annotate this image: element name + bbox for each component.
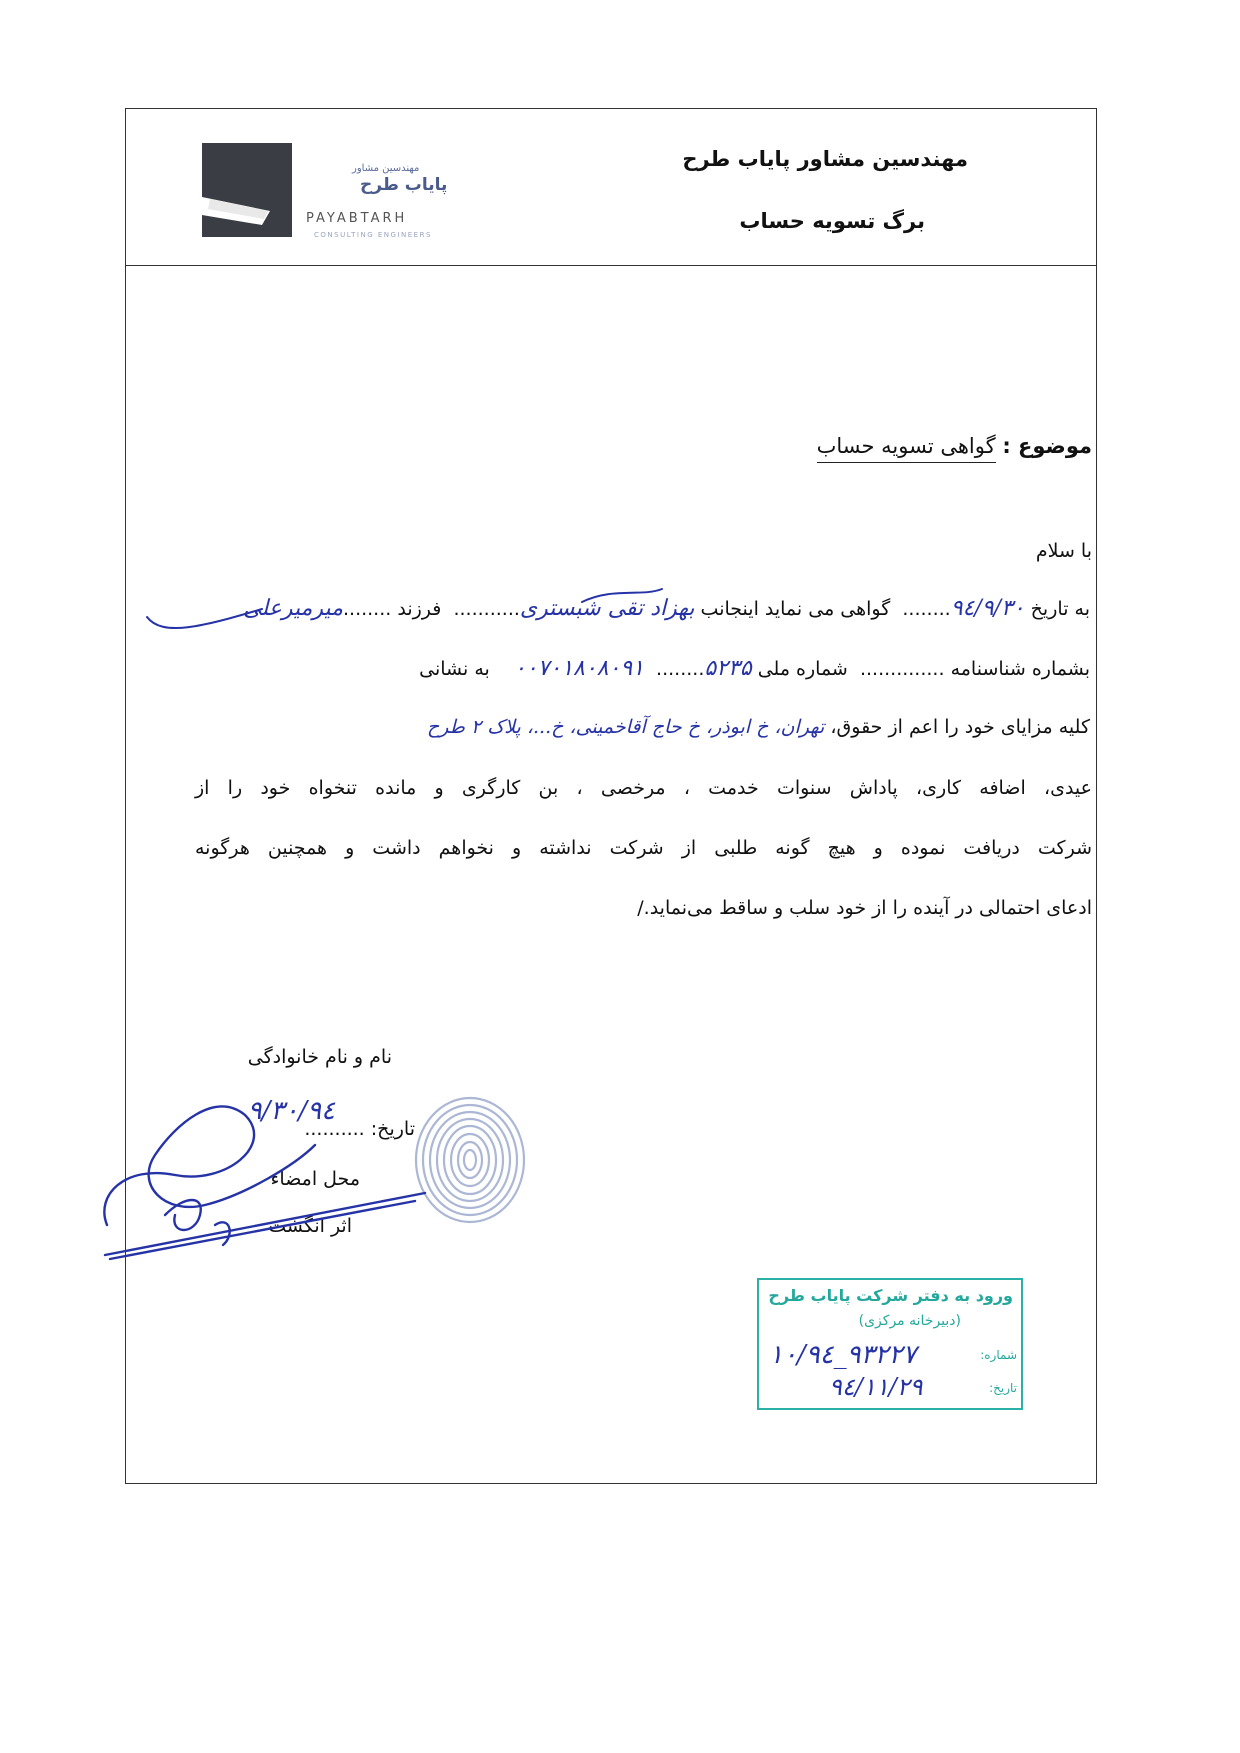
company-logo (202, 143, 482, 243)
handwritten-national-id: ۰۰۷۰۱۸۰۸۰۹۱ (513, 656, 644, 681)
handwritten-date: ۹٤/۹/۳۰ (950, 596, 1025, 621)
stamp-title: ورود به دفتر شرکت پایاب طرح (768, 1286, 1013, 1305)
handwritten-name: بهزاد تقی شبستری (519, 596, 695, 621)
national-id-text: شماره ملی (757, 658, 848, 680)
stamp-number-label: شماره: (980, 1348, 1017, 1362)
logo-name-fa-small: مهندسین مشاور (352, 163, 420, 174)
form-title: برگ تسویه حساب (739, 209, 925, 233)
subject-line (817, 434, 1092, 458)
registry-stamp (757, 1278, 1023, 1410)
date-prefix: به تاریخ (1030, 598, 1090, 620)
birth-cert-text: بشماره شناسنامه (950, 658, 1090, 680)
handwritten-father-name: میرمیرعلی (243, 596, 343, 621)
subject-value: گواهی تسویه حساب (817, 434, 996, 463)
certify-text: گواهی می نماید اینجانب (700, 598, 891, 620)
logo-name-fa: پایاب طرح (360, 175, 448, 195)
address-text: به نشانی (419, 658, 490, 680)
handwritten-id-number: ۵۲۳۵ (704, 656, 752, 681)
handwritten-sign-date: ۹٤/۹/۳۰ (247, 1096, 335, 1126)
stamp-number-value: ۱۰/۹٤_۹۳۲۲۷ (769, 1340, 917, 1370)
logo-name-en: PAYABTARH (306, 211, 408, 226)
dotted-field: ........ (342, 598, 392, 620)
dotted-field: ........ (902, 598, 951, 620)
header-divider (125, 265, 1097, 266)
date-label: تاریخ: (370, 1118, 415, 1140)
fingerprint-label: اثر انگشت (268, 1215, 352, 1237)
greeting: با سلام (1035, 540, 1092, 562)
logo-mark-icon (202, 143, 292, 237)
stamp-date-label: تاریخ: (989, 1381, 1017, 1395)
body-line-3 (427, 716, 1090, 738)
dotted-field: .......... (304, 1118, 365, 1140)
dotted-field: ........... (453, 598, 520, 620)
stamp-subtitle: (دبیرخانه مرکزی) (858, 1313, 961, 1329)
handwritten-address: تهران، خ ابوذر، خ حاج آقاخمینی، خ...، پلاک ۲ طرح (427, 716, 825, 738)
child-of-text: فرزند (397, 598, 442, 620)
handwriting-stroke (142, 587, 1142, 681)
company-name: مهندسین مشاور پایاب طرح (682, 147, 968, 171)
dotted-field: ........ (656, 658, 705, 680)
dotted-field: .............. (859, 658, 945, 680)
signature-label: محل امضاء (270, 1168, 360, 1190)
body-line-4: عیدی، اضافه کاری، پاداش سنوات خدمت ، مرخصی ، بن کارگری و مانده تنخواه خود را از (195, 777, 1092, 799)
subject-label: موضوع : (1002, 434, 1092, 458)
body-line-6: ادعای احتمالی در آینده را از خود سلب و ساقط می‌نماید./ (637, 897, 1092, 919)
logo-name-en-sub: CONSULTING ENGINEERS (314, 231, 432, 239)
name-label: نام و نام خانوادگی (247, 1046, 392, 1068)
stamp-date-value: ۹٤/۱۱/۲۹ (829, 1373, 923, 1401)
benefits-text: کلیه مزایای خود را اعم از حقوق، (830, 716, 1090, 738)
body-line-5: شرکت دریافت نموده و هیچ گونه طلبی از شرکت نداشته و نخواهم داشت و همچنین هرگونه (195, 837, 1092, 859)
handwritten-signature (95, 1085, 435, 1279)
